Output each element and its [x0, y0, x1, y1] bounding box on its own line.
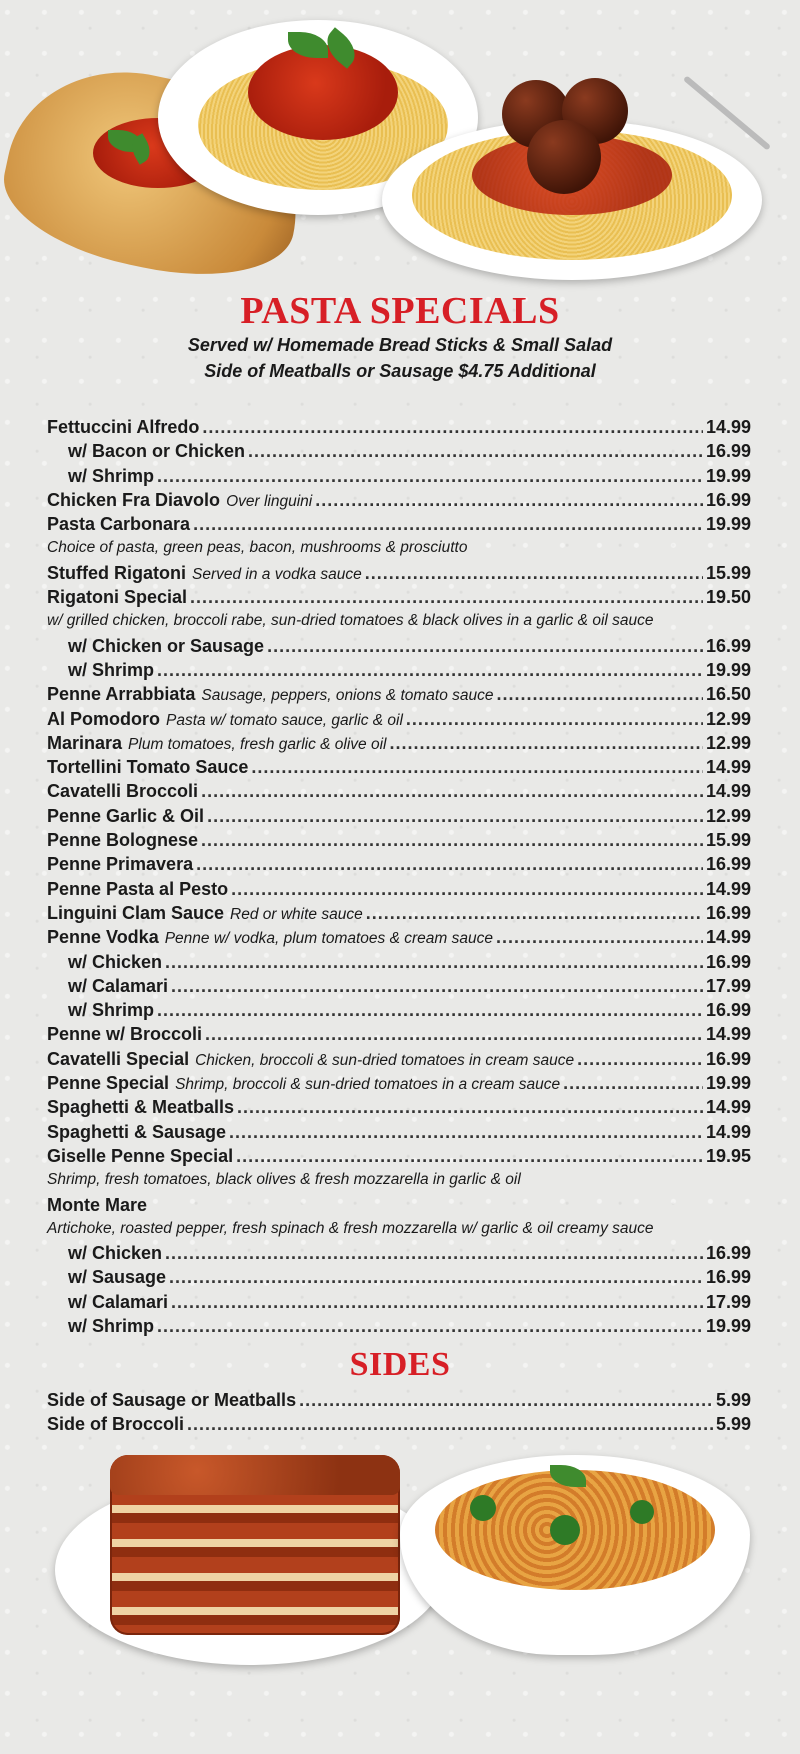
menu-item-penne-vodka — [47, 925, 751, 949]
dot-leader — [205, 1022, 703, 1046]
item-note: Red or white sauce — [230, 905, 363, 923]
item-name: Al Pomodoro — [47, 708, 160, 729]
menu-item-penne-arrabbiata — [47, 682, 751, 706]
item-note: Chicken, broccoli & sun-dried tomatoes in cream sauce — [195, 1051, 575, 1069]
item-description: Choice of pasta, green peas, bacon, mushrooms & prosciutto — [47, 539, 468, 557]
dot-leader — [171, 1290, 703, 1314]
subtitle-line-1: Served w/ Homemade Bread Sticks & Small Salad — [187, 335, 613, 355]
menu-option-w-chicken — [47, 950, 751, 974]
item-price: 14.99 — [705, 1024, 751, 1045]
item-name: w/ Sausage — [68, 1267, 167, 1288]
item-note: Served in a vodka sauce — [191, 565, 362, 583]
dot-leader — [248, 439, 703, 463]
item-price: 16.99 — [705, 1048, 751, 1069]
menu-item-al-pomodoro — [47, 707, 751, 731]
item-price: 19.50 — [705, 587, 751, 608]
item-name: Spaghetti & Sausage — [47, 1121, 227, 1142]
dot-leader — [251, 755, 703, 779]
menu-item-penne-garlic-oil — [47, 804, 751, 828]
dot-leader — [229, 1120, 703, 1144]
dot-leader — [201, 828, 703, 852]
dot-leader — [496, 925, 703, 949]
menu-item-chicken-fra-diavolo — [47, 488, 751, 512]
dot-leader — [237, 1095, 703, 1119]
dot-leader — [157, 998, 703, 1022]
menu-option-w-calamari — [47, 974, 751, 998]
item-name: Rigatoni Special — [47, 587, 188, 608]
item-name: w/ Shrimp — [68, 659, 155, 680]
item-price: 19.99 — [705, 1315, 751, 1336]
menu-option-w-shrimp — [47, 1314, 751, 1338]
dot-leader — [157, 658, 703, 682]
dot-leader — [366, 901, 703, 925]
subtitle-line-2: Side of Meatballs or Sausage $4.75 Additional — [204, 361, 596, 381]
dot-leader — [389, 731, 702, 755]
item-price: 15.99 — [705, 830, 751, 851]
item-name: w/ Calamari — [68, 975, 169, 996]
dot-leader — [207, 804, 703, 828]
menu-item-tortellini-tomato-sauce — [47, 755, 751, 779]
menu-item-fettuccini-alfredo — [47, 415, 751, 439]
dot-leader — [157, 1314, 703, 1338]
item-name: Tortellini Tomato Sauce — [47, 757, 249, 778]
item-note: Pasta w/ tomato sauce, garlic & oil — [166, 711, 403, 729]
dot-leader — [315, 488, 703, 512]
item-name: Pasta Carbonara — [47, 514, 191, 535]
item-name: Spaghetti & Meatballs — [47, 1097, 235, 1118]
item-price: 12.99 — [705, 732, 751, 753]
item-note: Plum tomatoes, fresh garlic & olive oil — [128, 735, 387, 753]
sides-menu-list — [47, 1388, 751, 1437]
menu-item-marinara — [47, 731, 751, 755]
item-name: Penne Bolognese — [47, 830, 199, 851]
menu-option-w-shrimp — [47, 998, 751, 1022]
item-description: Shrimp, fresh tomatoes, black olives & fresh mozzarella in garlic & oil — [47, 1171, 521, 1189]
menu-item-penne-bolognese — [47, 828, 751, 852]
dot-leader — [267, 634, 703, 658]
item-price: 16.99 — [705, 1267, 751, 1288]
menu-option-w-sausage — [47, 1265, 751, 1289]
item-name: Monte Mare — [47, 1194, 148, 1215]
menu-item-penne-primavera — [47, 852, 751, 876]
item-price: 14.99 — [705, 757, 751, 778]
item-price: 17.99 — [705, 975, 751, 996]
dot-leader — [299, 1388, 713, 1412]
item-price: 19.95 — [705, 1145, 751, 1166]
item-name: w/ Shrimp — [68, 1315, 155, 1336]
item-note: Over linguini — [226, 492, 313, 510]
item-name: Side of Sausage or Meatballs — [47, 1390, 297, 1410]
dot-leader — [190, 585, 703, 609]
item-name: Penne Primavera — [47, 854, 194, 875]
item-price: 5.99 — [715, 1390, 751, 1410]
item-price: 12.99 — [705, 708, 751, 729]
item-name: Chicken Fra Diavolo — [47, 489, 221, 510]
item-price: 16.50 — [705, 684, 751, 705]
item-price: 19.99 — [705, 465, 751, 486]
menu-item-spaghetti-sausage — [47, 1120, 751, 1144]
menu-item-penne-special — [47, 1071, 751, 1095]
menu-item-side-of-broccoli — [47, 1412, 751, 1436]
dot-leader — [406, 707, 703, 731]
dot-leader — [365, 561, 703, 585]
item-name: Side of Broccoli — [47, 1414, 185, 1435]
menu-item-linguini-clam-sauce — [47, 901, 751, 925]
item-price: 12.99 — [705, 805, 751, 826]
item-name: Stuffed Rigatoni — [47, 562, 186, 583]
dot-leader — [187, 1412, 713, 1436]
dot-leader — [563, 1071, 703, 1095]
dot-leader — [196, 852, 703, 876]
dot-leader — [577, 1047, 703, 1071]
menu-item-spaghetti-meatballs — [47, 1095, 751, 1119]
dot-leader — [236, 1144, 703, 1168]
item-price: 16.99 — [705, 1243, 751, 1264]
item-price: 19.99 — [705, 1073, 751, 1094]
item-price: 16.99 — [705, 441, 751, 462]
item-description: Artichoke, roasted pepper, fresh spinach & fresh mozzarella w/ garlic & oil creamy sauce — [47, 1219, 654, 1237]
item-name: Penne Arrabbiata — [47, 684, 196, 705]
item-price: 14.99 — [705, 878, 751, 899]
item-price: 16.99 — [705, 951, 751, 972]
menu-item-giselle-penne-special — [47, 1144, 751, 1168]
dot-leader — [169, 1265, 703, 1289]
item-name: Penne w/ Broccoli — [47, 1024, 203, 1045]
item-name: w/ Chicken — [68, 951, 163, 972]
item-name: w/ Bacon or Chicken — [68, 441, 246, 462]
item-price: 17.99 — [705, 1291, 751, 1312]
item-name: Fettuccini Alfredo — [47, 417, 200, 437]
item-name: Penne Garlic & Oil — [47, 805, 205, 826]
dot-leader — [202, 415, 703, 439]
item-price: 5.99 — [715, 1414, 751, 1435]
item-name: w/ Shrimp — [68, 1000, 155, 1021]
item-note: Shrimp, broccoli & sun-dried tomatoes in a cream sauce — [175, 1076, 561, 1094]
item-name: Marinara — [47, 732, 123, 753]
dot-leader — [193, 512, 703, 536]
item-price: 16.99 — [705, 489, 751, 510]
meatball-plate-image — [382, 70, 777, 280]
menu-item-cavatelli-broccoli — [47, 779, 751, 803]
item-name: Linguini Clam Sauce — [47, 902, 225, 923]
lasagna-plate-image — [55, 1455, 445, 1665]
item-price: 16.99 — [705, 1000, 751, 1021]
item-description: w/ grilled chicken, broccoli rabe, sun-dried tomatoes & black olives in a garlic & oil sauce — [47, 612, 654, 630]
item-name: Penne Special — [47, 1073, 170, 1094]
menu-option-w-shrimp — [47, 658, 751, 682]
dot-leader — [201, 779, 703, 803]
menu-option-w-chicken-or-sausage — [47, 634, 751, 658]
menu-item-side-of-sausage-or-meatballs — [47, 1388, 751, 1412]
dot-leader — [231, 877, 703, 901]
item-price: 16.99 — [705, 854, 751, 875]
menu-item-rigatoni-special — [47, 585, 751, 609]
item-price: 19.99 — [705, 514, 751, 535]
menu-item-cavatelli-special — [47, 1047, 751, 1071]
menu-item-pasta-carbonara — [47, 512, 751, 536]
item-name: w/ Shrimp — [68, 465, 155, 486]
menu-option-w-shrimp — [47, 464, 751, 488]
item-price: 16.99 — [705, 635, 751, 656]
item-price: 14.99 — [705, 1097, 751, 1118]
item-name: Cavatelli Broccoli — [47, 781, 199, 802]
item-name: w/ Chicken — [68, 1243, 163, 1264]
menu-item-monte-mare — [47, 1193, 751, 1217]
dot-leader — [165, 950, 703, 974]
dot-leader — [171, 974, 703, 998]
rotini-bowl-image — [400, 1455, 750, 1665]
menu-item-stuffed-rigatoni — [47, 561, 751, 585]
item-note: Penne w/ vodka, plum tomatoes & cream sauce — [164, 930, 493, 948]
item-note: Sausage, peppers, onions & tomato sauce — [201, 687, 494, 705]
item-price: 16.99 — [705, 902, 751, 923]
item-name: Giselle Penne Special — [47, 1145, 234, 1166]
item-price: 14.99 — [705, 1121, 751, 1142]
sides-title: SIDES — [349, 1346, 451, 1383]
menu-option-w-chicken — [47, 1241, 751, 1265]
item-price: 14.99 — [705, 927, 751, 948]
item-price: 15.99 — [705, 562, 751, 583]
page-title: PASTA SPECIALS — [240, 290, 560, 332]
menu-option-w-calamari — [47, 1290, 751, 1314]
item-name: Penne Pasta al Pesto — [47, 878, 229, 899]
item-price: 14.99 — [705, 781, 751, 802]
item-name: w/ Chicken or Sausage — [68, 635, 265, 656]
menu-item-penne-pasta-al-pesto — [47, 877, 751, 901]
dot-leader — [165, 1241, 703, 1265]
dot-leader — [157, 464, 703, 488]
item-price: 14.99 — [705, 417, 751, 437]
item-name: Penne Vodka — [47, 927, 159, 948]
item-price: 19.99 — [705, 659, 751, 680]
dot-leader — [497, 682, 703, 706]
item-name: w/ Calamari — [68, 1291, 169, 1312]
pasta-menu-list — [47, 415, 751, 1338]
item-name: Cavatelli Special — [47, 1048, 190, 1069]
menu-option-w-bacon-or-chicken — [47, 439, 751, 463]
menu-item-penne-w-broccoli — [47, 1022, 751, 1046]
